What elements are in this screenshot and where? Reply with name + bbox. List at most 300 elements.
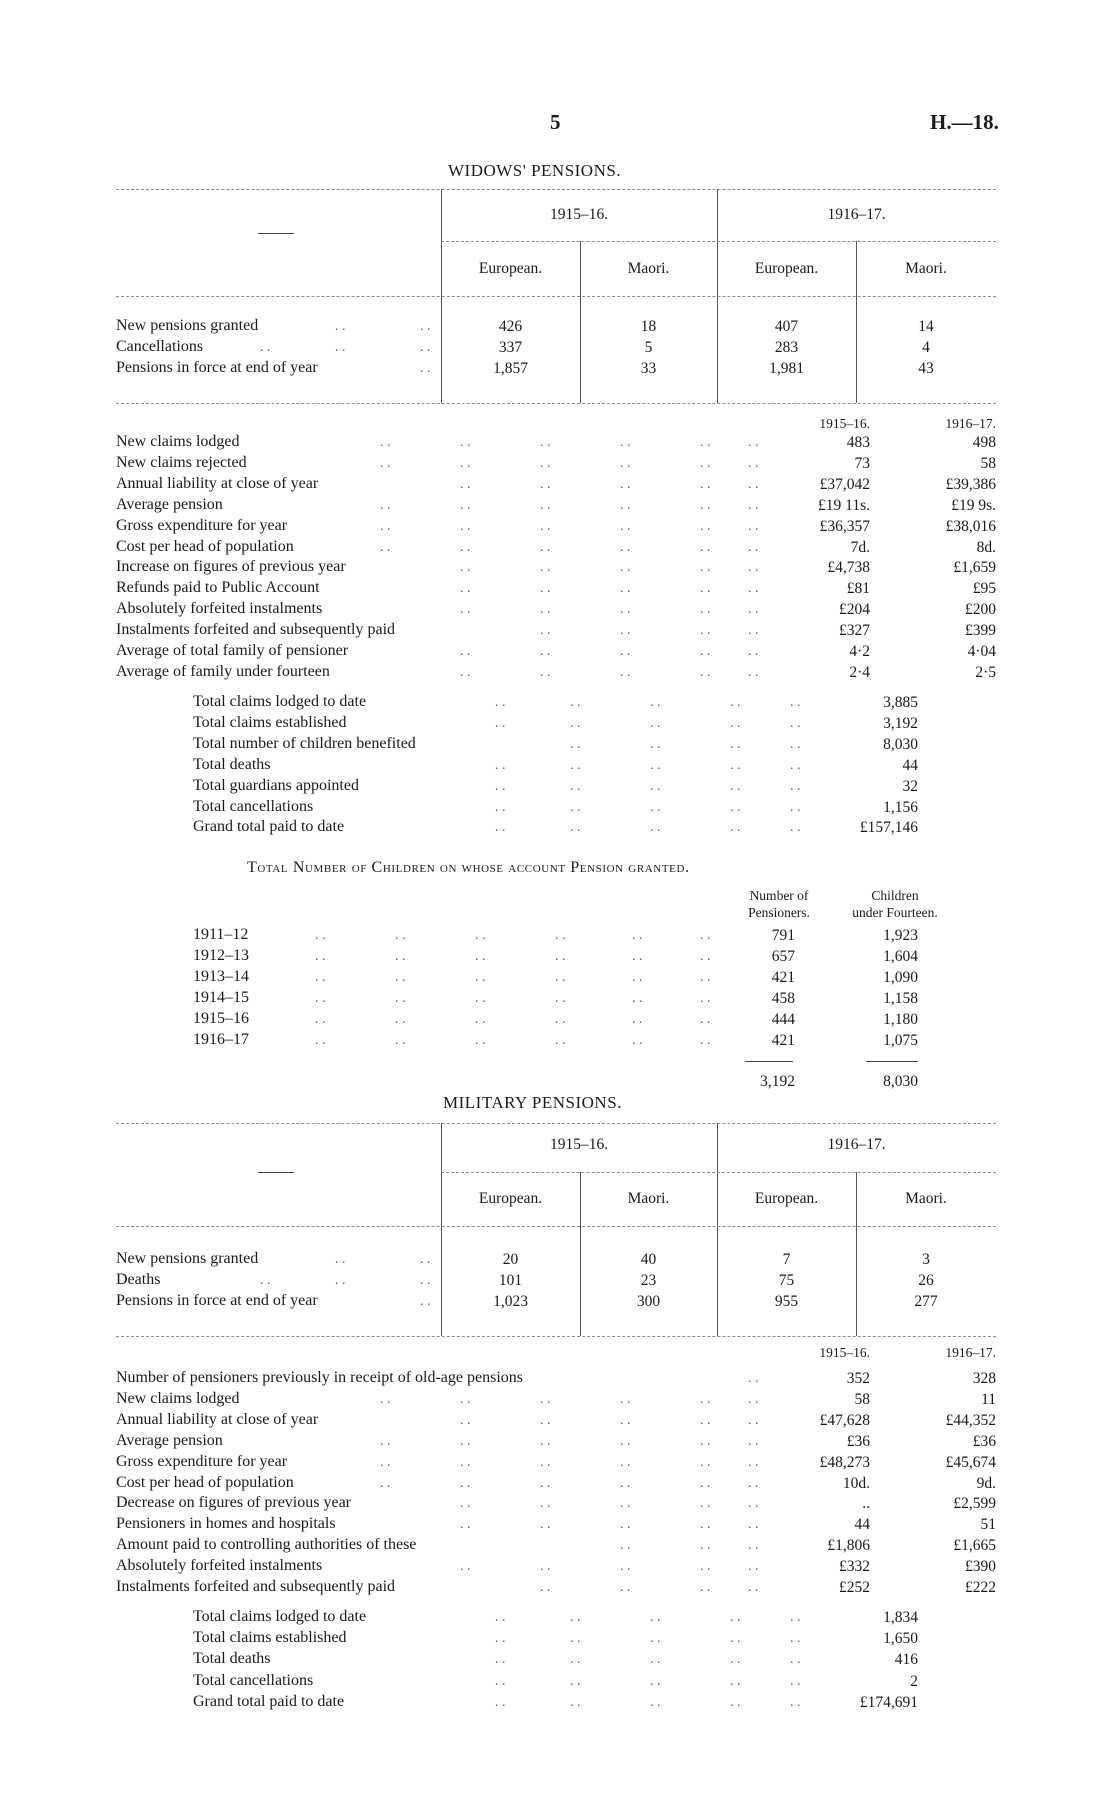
leader-dots: . .: [730, 820, 741, 836]
leader-dots: . .: [650, 1673, 661, 1689]
leader-dots: . .: [790, 1694, 801, 1710]
leader-dots: . .: [460, 435, 471, 450]
leader-dots: . .: [380, 539, 391, 555]
leader-dots: . .: [632, 928, 643, 943]
year-header-2: 1916–17.: [827, 1136, 886, 1153]
leader-dots: . .: [620, 435, 631, 450]
leader-dots: . .: [555, 948, 566, 964]
value-1916-17: £19 9s.: [951, 496, 996, 514]
total-label: Total claims established: [193, 713, 347, 731]
children-value: 1,604: [883, 947, 918, 965]
value-1915-16: £48,273: [819, 1453, 870, 1471]
leader-dots: . .: [790, 1673, 801, 1689]
leader-dots: . .: [540, 476, 551, 492]
cell-value: 1,857: [493, 360, 528, 377]
leader-dots: . .: [570, 736, 581, 752]
leader-dots: . .: [790, 820, 801, 836]
leader-dots: . .: [460, 581, 471, 597]
pensioners-value: 421: [771, 1031, 795, 1049]
row-label: Cost per head of population: [116, 1473, 294, 1491]
row-label: Average of family under fourteen: [116, 662, 330, 680]
value-1916-17: £222: [965, 1579, 996, 1596]
leader-dots: . .: [555, 969, 566, 985]
subhead-european: European.: [478, 260, 543, 277]
leader-dots: . .: [475, 1011, 486, 1027]
leader-dots: . .: [460, 1454, 471, 1470]
leader-dots: . .: [700, 969, 711, 985]
year-label: 1915–16: [193, 1009, 249, 1027]
leader-dots: . .: [790, 799, 801, 815]
row-label: New pensions granted: [116, 317, 259, 334]
leader-dots: . .: [700, 644, 711, 659]
total-label: Total cancellations: [193, 1671, 314, 1689]
leader-dots: . .: [475, 969, 486, 985]
leader-dots: . .: [790, 1631, 801, 1647]
row-label: Cancellations: [116, 338, 204, 355]
value-1916-17: 58: [980, 454, 996, 472]
year-label: 1913–14: [193, 967, 249, 985]
row-label: Pensions in force at end of year: [116, 1292, 318, 1309]
row-label: Absolutely forfeited instalments: [116, 1557, 323, 1575]
total-label: Total number of children benefited: [193, 734, 416, 752]
leader-dots: . .: [748, 602, 759, 618]
col-head-children-1: Children: [871, 888, 919, 903]
leader-dots: . .: [650, 1610, 661, 1625]
year-header-1: 1915–16.: [549, 206, 609, 223]
cell-value: 18: [640, 318, 657, 335]
leader-dots: . .: [540, 1412, 551, 1428]
leader-dots: . .: [748, 539, 759, 555]
leader-dots: . .: [540, 1559, 551, 1575]
leader-dots: . .: [748, 476, 759, 492]
row-label: Refunds paid to Public Account: [116, 579, 320, 597]
value-1916-17: 9d.: [976, 1474, 996, 1492]
leader-dots: . .: [748, 560, 759, 576]
leader-dots: . .: [495, 1673, 506, 1689]
leader-dots: . .: [420, 1273, 431, 1288]
total-children: 8,030: [883, 1073, 918, 1090]
leader-dots: . .: [335, 1252, 346, 1267]
leader-dots: . .: [380, 435, 391, 450]
cell-value: 43: [918, 360, 934, 377]
cell-value: 20: [502, 1251, 519, 1268]
leader-dots: . .: [380, 1475, 391, 1491]
leader-dots: . .: [620, 1559, 631, 1575]
leader-dots: . .: [650, 1652, 661, 1668]
value-1915-16: £4,738: [827, 559, 870, 577]
leader-dots: . .: [730, 778, 741, 794]
leader-dots: . .: [700, 664, 711, 680]
cell-value: 407: [774, 318, 799, 335]
value-1916-17: £45,674: [945, 1453, 996, 1471]
leader-dots: . .: [570, 820, 581, 836]
col-head-children-2: under Fourteen.: [852, 905, 938, 920]
leader-dots: . .: [395, 928, 406, 943]
leader-dots: . .: [495, 1631, 506, 1647]
value-1915-16: £37,042: [819, 475, 870, 493]
cell-value: 7: [782, 1251, 791, 1268]
row-label: Instalments forfeited and subsequently paid: [116, 1578, 396, 1595]
leader-dots: . .: [570, 715, 581, 731]
row-label: Annual liability at close of year: [116, 1410, 319, 1428]
leader-dots: . .: [700, 1559, 711, 1575]
leader-dots: . .: [790, 715, 801, 731]
leader-dots: . .: [495, 1694, 506, 1710]
leader-dots: . .: [730, 1610, 741, 1625]
leader-dots: . .: [570, 1673, 581, 1689]
leader-dots: . .: [495, 757, 506, 773]
subhead-european: European.: [754, 260, 819, 277]
leader-dots: . .: [650, 715, 661, 731]
leader-dots: . .: [555, 1032, 566, 1048]
leader-dots: . .: [475, 928, 486, 943]
total-value: 416: [894, 1651, 918, 1669]
value-1915-16: 73: [854, 454, 870, 472]
leader-dots: . .: [730, 757, 741, 773]
col-head-pensioners-1: Number of: [749, 888, 809, 903]
leader-dots: . .: [748, 581, 759, 597]
leader-dots: . .: [650, 799, 661, 815]
value-1915-16: £332: [839, 1558, 870, 1576]
row-label: New claims rejected: [116, 453, 247, 471]
value-1915-16: £204: [839, 601, 870, 619]
sum-rule: [866, 1061, 918, 1062]
value-1916-17: 8d.: [976, 538, 996, 556]
leader-dots: . .: [315, 1032, 326, 1048]
subhead-maori: Maori.: [627, 260, 670, 277]
leader-dots: . .: [730, 799, 741, 815]
row-label: Increase on figures of previous year: [116, 558, 346, 576]
leader-dots: . .: [460, 1391, 471, 1407]
leader-dots: . .: [730, 1652, 741, 1668]
leader-dots: . .: [748, 1580, 759, 1595]
leader-dots: . .: [335, 1273, 346, 1288]
cell-value: 3: [922, 1251, 930, 1268]
leader-dots: . .: [460, 664, 471, 680]
leader-dots: . .: [700, 539, 711, 555]
leader-dots: . .: [620, 1433, 631, 1449]
year-label: 1914–15: [193, 988, 249, 1006]
leader-dots: . .: [620, 664, 631, 680]
value-1915-16: 352: [846, 1370, 870, 1387]
subhead-maori: Maori.: [905, 1190, 947, 1207]
leader-dots: . .: [380, 455, 391, 471]
leader-dots: . .: [570, 1631, 581, 1647]
value-1915-16: 483: [846, 434, 870, 451]
leader-dots: . .: [620, 1517, 631, 1533]
year-label: 1912–13: [193, 946, 249, 964]
pensioners-value: 421: [771, 968, 795, 986]
value-1915-16: £1,806: [827, 1537, 870, 1555]
leader-dots: . .: [632, 1011, 643, 1027]
total-label: Total claims lodged to date: [193, 693, 367, 710]
cell-value: 101: [498, 1272, 523, 1289]
leader-dots: . .: [460, 476, 471, 492]
value-1916-17: 11: [981, 1390, 996, 1408]
leader-dots: . .: [790, 778, 801, 794]
leader-dots: . .: [555, 928, 566, 943]
leader-dots: . .: [460, 539, 471, 555]
leader-dots: . .: [748, 497, 759, 513]
leader-dots: . .: [620, 1538, 631, 1554]
leader-dots: . .: [540, 644, 551, 659]
total-value: 3,192: [883, 714, 918, 732]
leader-dots: . .: [315, 1011, 326, 1027]
value-1915-16: £36,357: [819, 517, 870, 535]
leader-dots: . .: [620, 476, 631, 492]
total-label: Total cancellations: [193, 797, 314, 815]
value-1916-17: 4·04: [967, 643, 996, 660]
leader-dots: . .: [420, 340, 431, 355]
leader-dots: . .: [460, 1517, 471, 1533]
value-1915-16: 44: [854, 1516, 870, 1534]
value-1916-17: £39,386: [945, 475, 996, 493]
value-1915-16: £327: [839, 622, 870, 640]
leader-dots: . .: [748, 1559, 759, 1575]
row-label: Pensions in force at end of year: [116, 359, 318, 376]
leader-dots: . .: [748, 644, 759, 659]
value-1916-17: £2,599: [953, 1495, 996, 1513]
cell-value: 955: [774, 1293, 799, 1310]
leader-dots: . .: [700, 455, 711, 471]
total-value: 2: [910, 1672, 918, 1690]
value-1915-16: £252: [839, 1579, 870, 1596]
stats-year-2: 1916–17.: [945, 1345, 996, 1360]
value-1915-16: 10d.: [842, 1474, 870, 1492]
cell-value: 75: [778, 1272, 795, 1289]
year-header-2: 1916–17.: [827, 206, 886, 223]
subhead-european: European.: [478, 1190, 543, 1207]
value-1915-16: 58: [854, 1390, 870, 1408]
value-1916-17: £95: [972, 580, 996, 598]
leader-dots: . .: [540, 602, 551, 618]
value-1916-17: £390: [965, 1558, 996, 1576]
leader-dots: . .: [748, 1371, 759, 1386]
leader-dots: . .: [315, 969, 326, 985]
leader-dots: . .: [730, 1694, 741, 1710]
total-value: 1,650: [883, 1630, 918, 1648]
leader-dots: . .: [700, 623, 711, 639]
total-label: Grand total paid to date: [193, 818, 345, 836]
pensioners-value: 791: [771, 927, 795, 944]
row-label: Gross expenditure for year: [116, 516, 288, 534]
leader-dots: . .: [540, 1391, 551, 1407]
row-label: New claims lodged: [116, 1389, 240, 1407]
value-1915-16: 2·4: [849, 663, 870, 681]
row-label: Average pension: [116, 495, 223, 513]
row-label: Pensioners in homes and hospitals: [116, 1515, 336, 1533]
total-label: Total claims lodged to date: [193, 1608, 367, 1625]
leader-dots: . .: [700, 1475, 711, 1491]
leader-dots: . .: [700, 518, 711, 534]
leader-dots: . .: [335, 319, 346, 334]
children-table-title: Total Number of Children on whose account Pension granted.: [247, 859, 690, 876]
leader-dots: . .: [540, 664, 551, 680]
leader-dots: . .: [460, 497, 471, 513]
leader-dots: . .: [620, 1391, 631, 1407]
row-label: Average pension: [116, 1431, 223, 1449]
year-header-1: 1915–16.: [549, 1136, 609, 1153]
leader-dots: . .: [570, 1694, 581, 1710]
row-label: Deaths: [116, 1271, 161, 1288]
leader-dots: . .: [380, 518, 391, 534]
stub-dash: [258, 233, 294, 234]
leader-dots: . .: [620, 602, 631, 618]
total-value: 1,156: [883, 798, 918, 816]
leader-dots: . .: [420, 1294, 431, 1309]
leader-dots: . .: [748, 664, 759, 680]
stats-year-1: 1915–16.: [819, 1345, 870, 1360]
row-label: Decrease on figures of previous year: [116, 1494, 352, 1512]
children-value: 1,180: [883, 1010, 918, 1028]
leader-dots: . .: [540, 1580, 551, 1595]
children-value: 1,158: [883, 989, 918, 1007]
leader-dots: . .: [620, 1475, 631, 1491]
row-label: Instalments forfeited and subsequently paid: [116, 621, 396, 639]
leader-dots: . .: [570, 778, 581, 794]
total-value: £157,146: [859, 819, 918, 837]
leader-dots: . .: [748, 1475, 759, 1491]
total-label: Total deaths: [193, 1650, 271, 1668]
leader-dots: . .: [555, 990, 566, 1006]
leader-dots: . .: [395, 1011, 406, 1027]
leader-dots: . .: [620, 518, 631, 534]
leader-dots: . .: [395, 969, 406, 985]
row-label: Cost per head of population: [116, 537, 294, 555]
leader-dots: . .: [460, 1559, 471, 1575]
leader-dots: . .: [700, 990, 711, 1006]
sum-rule: [745, 1061, 793, 1062]
leader-dots: . .: [700, 1412, 711, 1428]
leader-dots: . .: [570, 695, 581, 710]
leader-dots: . .: [540, 623, 551, 639]
leader-dots: . .: [748, 1517, 759, 1533]
total-value: 8,030: [883, 735, 918, 753]
leader-dots: . .: [650, 695, 661, 710]
leader-dots: . .: [540, 435, 551, 450]
leader-dots: . .: [555, 1011, 566, 1027]
leader-dots: . .: [460, 1433, 471, 1449]
leader-dots: . .: [460, 518, 471, 534]
document-reference: H.—18.: [930, 110, 999, 134]
leader-dots: . .: [570, 1610, 581, 1625]
total-label: Total claims established: [193, 1629, 347, 1647]
leader-dots: . .: [700, 476, 711, 492]
leader-dots: . .: [700, 435, 711, 450]
leader-dots: . .: [620, 539, 631, 555]
value-1916-17: 328: [972, 1370, 996, 1387]
leader-dots: . .: [620, 497, 631, 513]
leader-dots: . .: [380, 1391, 391, 1407]
leader-dots: . .: [790, 1610, 801, 1625]
cell-value: 33: [640, 360, 657, 377]
leader-dots: . .: [700, 1433, 711, 1449]
leader-dots: . .: [790, 1652, 801, 1668]
leader-dots: . .: [380, 1433, 391, 1449]
leader-dots: . .: [748, 1496, 759, 1512]
leader-dots: . .: [395, 948, 406, 964]
leader-dots: . .: [730, 1673, 741, 1689]
value-1915-16: 7d.: [850, 538, 870, 556]
leader-dots: . .: [475, 948, 486, 964]
row-label: New pensions granted: [116, 1250, 259, 1267]
subhead-maori: Maori.: [905, 260, 947, 277]
leader-dots: . .: [700, 948, 711, 964]
value-1916-17: £399: [965, 622, 996, 640]
leader-dots: . .: [650, 757, 661, 773]
leader-dots: . .: [700, 1011, 711, 1027]
leader-dots: . .: [620, 644, 631, 659]
pensioners-value: 657: [771, 947, 795, 965]
pensioners-value: 444: [771, 1010, 795, 1028]
leader-dots: . .: [790, 736, 801, 752]
leader-dots: . .: [730, 1631, 741, 1647]
stats-year-2: 1916–17.: [945, 416, 996, 431]
value-1915-16: £47,628: [819, 1411, 870, 1429]
leader-dots: . .: [632, 990, 643, 1006]
cell-value: 300: [636, 1293, 661, 1310]
leader-dots: . .: [730, 695, 741, 710]
leader-dots: . .: [700, 560, 711, 576]
cell-value: 23: [640, 1272, 657, 1289]
leader-dots: . .: [460, 1496, 471, 1512]
leader-dots: . .: [460, 455, 471, 471]
leader-dots: . .: [748, 518, 759, 534]
leader-dots: . .: [700, 581, 711, 597]
leader-dots: . .: [650, 1694, 661, 1710]
cell-value: 14: [918, 318, 934, 335]
leader-dots: . .: [620, 455, 631, 471]
leader-dots: . .: [632, 1032, 643, 1048]
leader-dots: . .: [700, 497, 711, 513]
total-label: Grand total paid to date: [193, 1692, 345, 1710]
leader-dots: . .: [748, 1391, 759, 1407]
leader-dots: . .: [700, 1454, 711, 1470]
leader-dots: . .: [700, 1496, 711, 1512]
value-1915-16: £36: [846, 1432, 870, 1450]
leader-dots: . .: [460, 602, 471, 618]
value-1915-16: 4·2: [849, 643, 870, 660]
leader-dots: . .: [620, 1496, 631, 1512]
cell-value: 337: [498, 339, 523, 356]
total-value: 44: [902, 756, 918, 774]
total-value: 1,834: [883, 1609, 918, 1626]
children-value: 1,923: [883, 927, 918, 944]
cell-value: 1,981: [769, 360, 804, 377]
leader-dots: . .: [730, 715, 741, 731]
leader-dots: . .: [540, 455, 551, 471]
row-label: Annual liability at close of year: [116, 474, 319, 492]
leader-dots: . .: [620, 1454, 631, 1470]
stub-dash: [258, 1172, 294, 1173]
total-value: £174,691: [859, 1693, 918, 1711]
value-1916-17: £36: [972, 1432, 996, 1450]
leader-dots: . .: [748, 455, 759, 471]
leader-dots: . .: [460, 644, 471, 659]
value-1915-16: £81: [846, 580, 870, 598]
children-value: 1,090: [883, 968, 918, 986]
leader-dots: . .: [748, 1454, 759, 1470]
leader-dots: . .: [650, 1631, 661, 1647]
leader-dots: . .: [495, 778, 506, 794]
leader-dots: . .: [540, 1517, 551, 1533]
value-1916-17: 2·5: [975, 663, 996, 681]
leader-dots: . .: [420, 319, 431, 334]
value-1916-17: £1,665: [953, 1537, 996, 1555]
total-value: 3,885: [883, 694, 918, 711]
cell-value: 277: [914, 1293, 938, 1310]
leader-dots: . .: [540, 560, 551, 576]
